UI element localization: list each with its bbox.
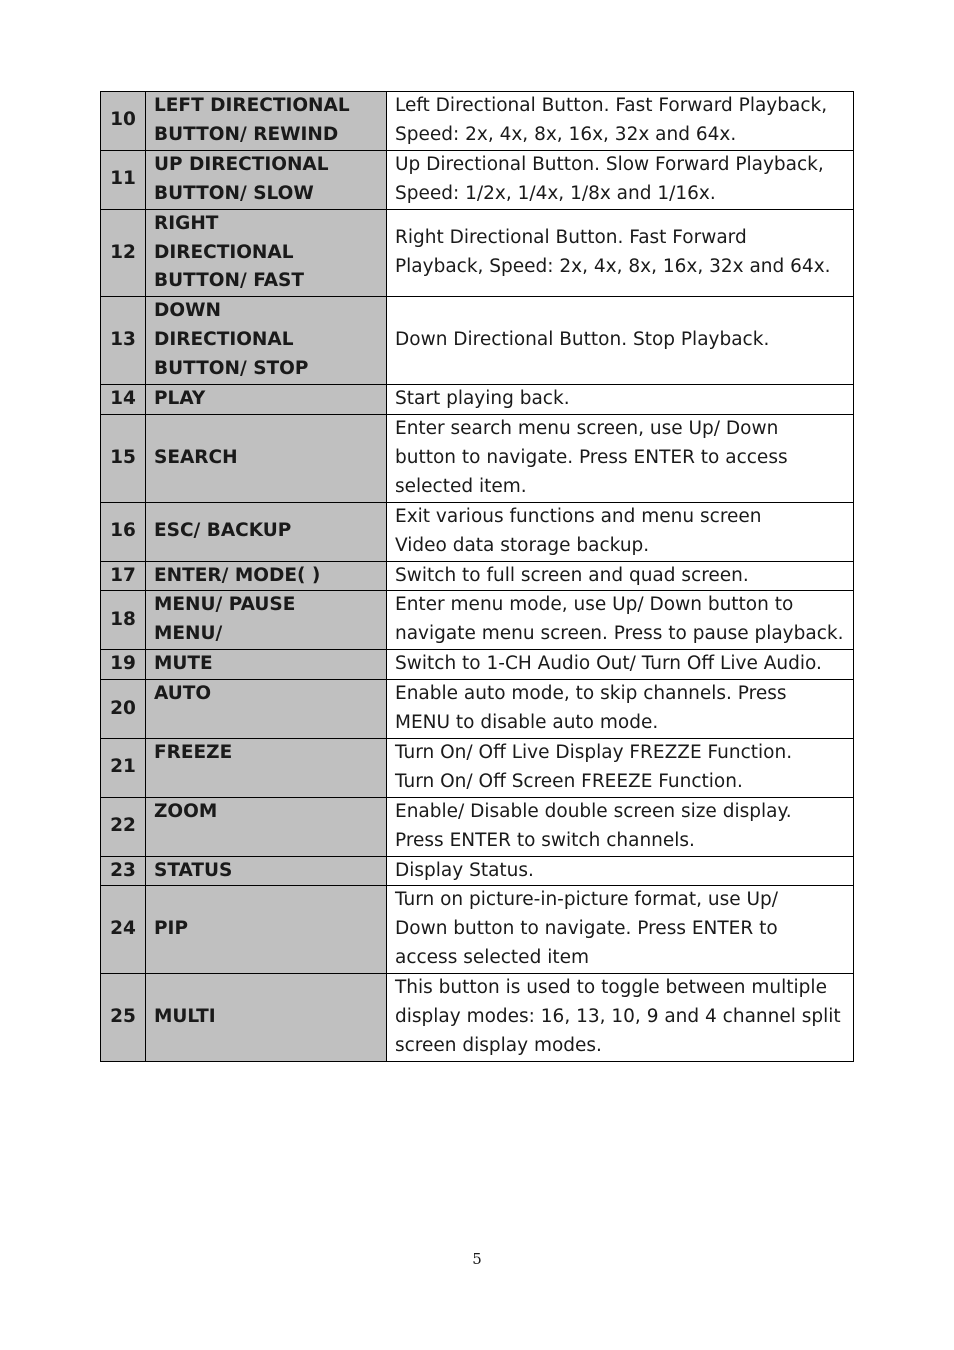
row-number: 16 — [101, 502, 146, 561]
button-description — [387, 856, 854, 886]
description-line: Up Directional Button. Slow Forward Playback, — [395, 153, 824, 175]
description-line: screen display modes. — [395, 1035, 602, 1056]
description-line: Switch to 1-CH Audio Out/ Turn Off Live Audio. — [395, 653, 822, 675]
button-description — [387, 502, 854, 561]
table-row — [101, 797, 854, 856]
button-name — [146, 650, 387, 680]
description-line: Enter search menu screen, use Up/ Down — [395, 417, 779, 439]
button-description — [387, 797, 854, 856]
button-name — [146, 886, 387, 974]
button-name-line: DOWN — [154, 300, 221, 322]
row-number: 25 — [101, 974, 146, 1062]
description-line: Playback, Speed: 2x, 4x, 8x, 16x, 32x and 64x. — [395, 255, 831, 277]
description-line: access selected item — [395, 947, 589, 969]
button-name-line: SEARCH — [154, 446, 238, 468]
button-name-line: RIGHT — [154, 212, 219, 234]
button-name — [146, 797, 387, 856]
button-name-line: MENU/ — [154, 623, 223, 645]
row-number: 11 — [101, 150, 146, 209]
button-description — [387, 92, 854, 151]
row-number: 18 — [101, 591, 146, 650]
description-line: Turn on picture-in-picture format, use Up/ — [395, 889, 778, 911]
button-description — [387, 886, 854, 974]
button-name-line: DIRECTIONAL — [154, 329, 294, 351]
table-row — [101, 974, 854, 1062]
description-line: Display Status. — [395, 859, 534, 881]
button-name-line: BUTTON/ STOP — [154, 358, 309, 380]
button-description — [387, 738, 854, 797]
table-row — [101, 561, 854, 591]
button-name-line: BUTTON/ REWIND — [154, 123, 339, 145]
table-row — [101, 680, 854, 739]
button-name-line: MUTE — [154, 653, 213, 675]
button-name-line: PLAY — [154, 388, 206, 410]
table-row — [101, 414, 854, 502]
description-line: Speed: 2x, 4x, 8x, 16x, 32x and 64x. — [395, 123, 737, 145]
button-name — [146, 680, 387, 739]
row-number: 21 — [101, 738, 146, 797]
button-name — [146, 92, 387, 151]
button-description — [387, 414, 854, 502]
description-line: MENU to disable auto mode. — [395, 712, 659, 734]
button-name — [146, 856, 387, 886]
table-row — [101, 650, 854, 680]
button-name — [146, 385, 387, 415]
table-row — [101, 209, 854, 297]
description-line: Left Directional Button. Fast Forward Playback, — [395, 95, 828, 116]
button-name-line: PIP — [154, 918, 189, 940]
row-number: 17 — [101, 561, 146, 591]
button-name-line: MENU/ PAUSE — [154, 594, 296, 616]
description-line: Enable/ Disable double screen size display. — [395, 800, 792, 822]
description-line: button to navigate. Press ENTER to access — [395, 446, 788, 468]
page-number: 5 — [472, 1250, 482, 1268]
description-line: Speed: 1/2x, 1/4x, 1/8x and 1/16x. — [395, 182, 716, 204]
table-row — [101, 502, 854, 561]
button-description — [387, 385, 854, 415]
description-line: Switch to full screen and quad screen. — [395, 564, 749, 586]
description-line: Right Directional Button. Fast Forward — [395, 227, 747, 249]
row-number: 20 — [101, 680, 146, 739]
button-name-line: UP DIRECTIONAL — [154, 153, 329, 175]
button-description — [387, 650, 854, 680]
description-line: This button is used to toggle between multiple — [395, 977, 827, 999]
table-row — [101, 886, 854, 974]
row-number: 19 — [101, 650, 146, 680]
button-description — [387, 561, 854, 591]
table-body — [101, 92, 854, 1062]
button-name — [146, 297, 387, 385]
button-name — [146, 738, 387, 797]
table-row — [101, 591, 854, 650]
table-row — [101, 385, 854, 415]
description-line: Press ENTER to switch channels. — [395, 829, 695, 851]
row-number: 24 — [101, 886, 146, 974]
button-name-line: DIRECTIONAL — [154, 241, 294, 263]
button-name-line: LEFT DIRECTIONAL — [154, 95, 350, 116]
table-row — [101, 92, 854, 151]
description-line: Start playing back. — [395, 388, 570, 410]
button-name — [146, 591, 387, 650]
button-name — [146, 974, 387, 1062]
button-description — [387, 591, 854, 650]
table-row — [101, 297, 854, 385]
description-line: Exit various functions and menu screen — [395, 505, 762, 527]
table-row — [101, 738, 854, 797]
description-line: Turn On/ Off Live Display FREZZE Function. — [395, 741, 793, 763]
button-name-line: MULTI — [154, 1006, 216, 1028]
button-name — [146, 414, 387, 502]
button-description — [387, 297, 854, 385]
description-line: Down button to navigate. Press ENTER to — [395, 918, 778, 940]
description-line: Turn On/ Off Screen FREEZE Function. — [395, 770, 743, 792]
description-line: selected item. — [395, 475, 527, 497]
row-number: 15 — [101, 414, 146, 502]
button-name — [146, 502, 387, 561]
row-number: 23 — [101, 856, 146, 886]
description-line: navigate menu screen. Press to pause playback. — [395, 623, 844, 645]
row-number: 12 — [101, 209, 146, 297]
button-name — [146, 150, 387, 209]
button-name-line: FREEZE — [154, 741, 233, 763]
description-line: Video data storage backup. — [395, 534, 650, 556]
button-name-line: ESC/ BACKUP — [154, 520, 292, 542]
button-name-line: BUTTON/ SLOW — [154, 182, 314, 204]
button-function-table — [100, 91, 854, 1062]
description-line: Enable auto mode, to skip channels. Press — [395, 683, 787, 705]
description-line: Down Directional Button. Stop Playback. — [395, 329, 770, 351]
row-number: 13 — [101, 297, 146, 385]
table-row — [101, 856, 854, 886]
button-description — [387, 974, 854, 1062]
description-line: display modes: 16, 13, 10, 9 and 4 channel split — [395, 1006, 841, 1028]
button-name-line: ENTER/ MODE( ) — [154, 564, 321, 586]
button-name — [146, 209, 387, 297]
description-line: Enter menu mode, use Up/ Down button to — [395, 594, 794, 616]
button-description — [387, 150, 854, 209]
button-name-line: ZOOM — [154, 800, 218, 822]
table-row — [101, 150, 854, 209]
button-name — [146, 561, 387, 591]
button-description — [387, 209, 854, 297]
row-number: 22 — [101, 797, 146, 856]
row-number: 10 — [101, 92, 146, 151]
button-name-line: BUTTON/ FAST — [154, 270, 304, 292]
row-number: 14 — [101, 385, 146, 415]
button-name-line: STATUS — [154, 859, 233, 881]
button-name-line: AUTO — [154, 683, 212, 705]
button-description — [387, 680, 854, 739]
